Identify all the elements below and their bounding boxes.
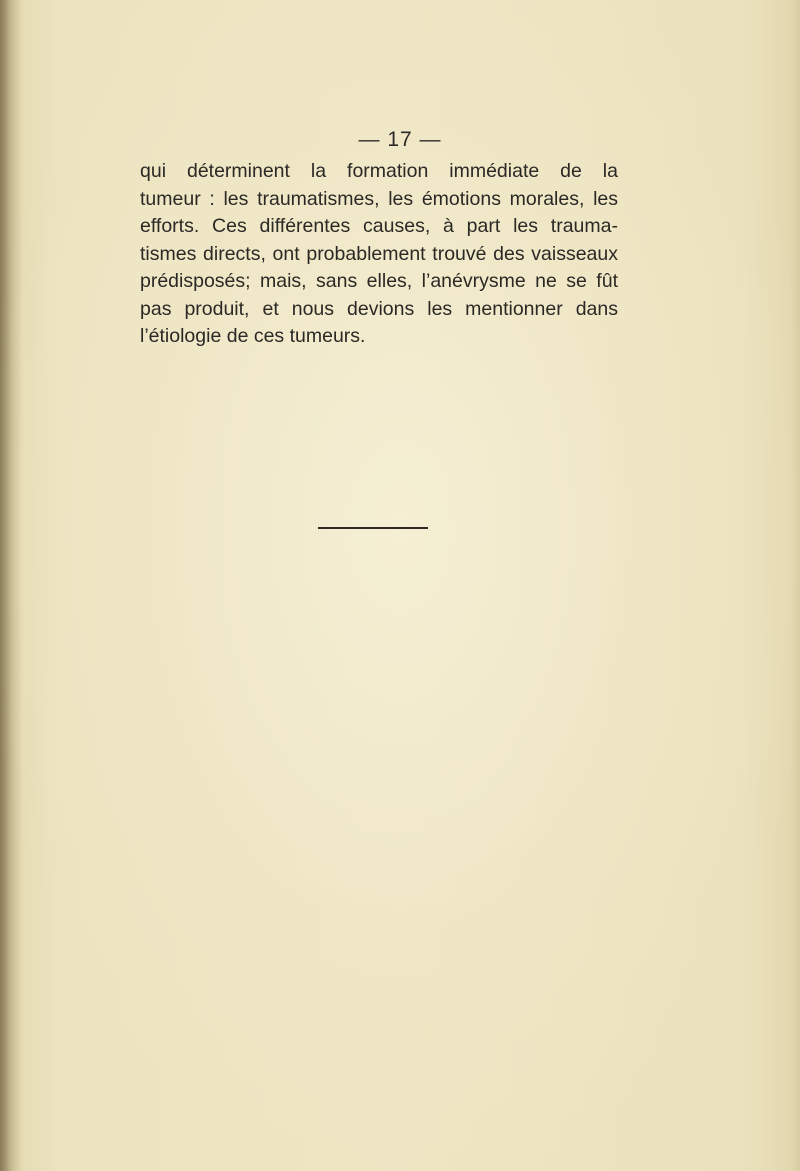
text-line: efforts. Ces différentes causes, à part les trauma-: [140, 215, 618, 237]
page-number: — 17 —: [358, 128, 442, 151]
text-line: prédisposés; mais, sans elles, l’anévrysme ne se fût: [140, 270, 618, 292]
text-line: pas produit, et nous devions les mentionner dans: [140, 297, 618, 320]
text-line: l’étiologie de ces tumeurs.: [140, 325, 366, 347]
text-line: tumeur : les traumatismes, les émotions morales, les: [140, 187, 618, 210]
text-line: qui déterminent la formation immédiate de la: [140, 160, 618, 182]
paragraph: [140, 158, 618, 351]
text-line: tismes directs, ont probablement trouvé des vaisseaux: [140, 242, 618, 265]
section-separator: [318, 527, 428, 529]
binding-shadow: [0, 0, 22, 1171]
